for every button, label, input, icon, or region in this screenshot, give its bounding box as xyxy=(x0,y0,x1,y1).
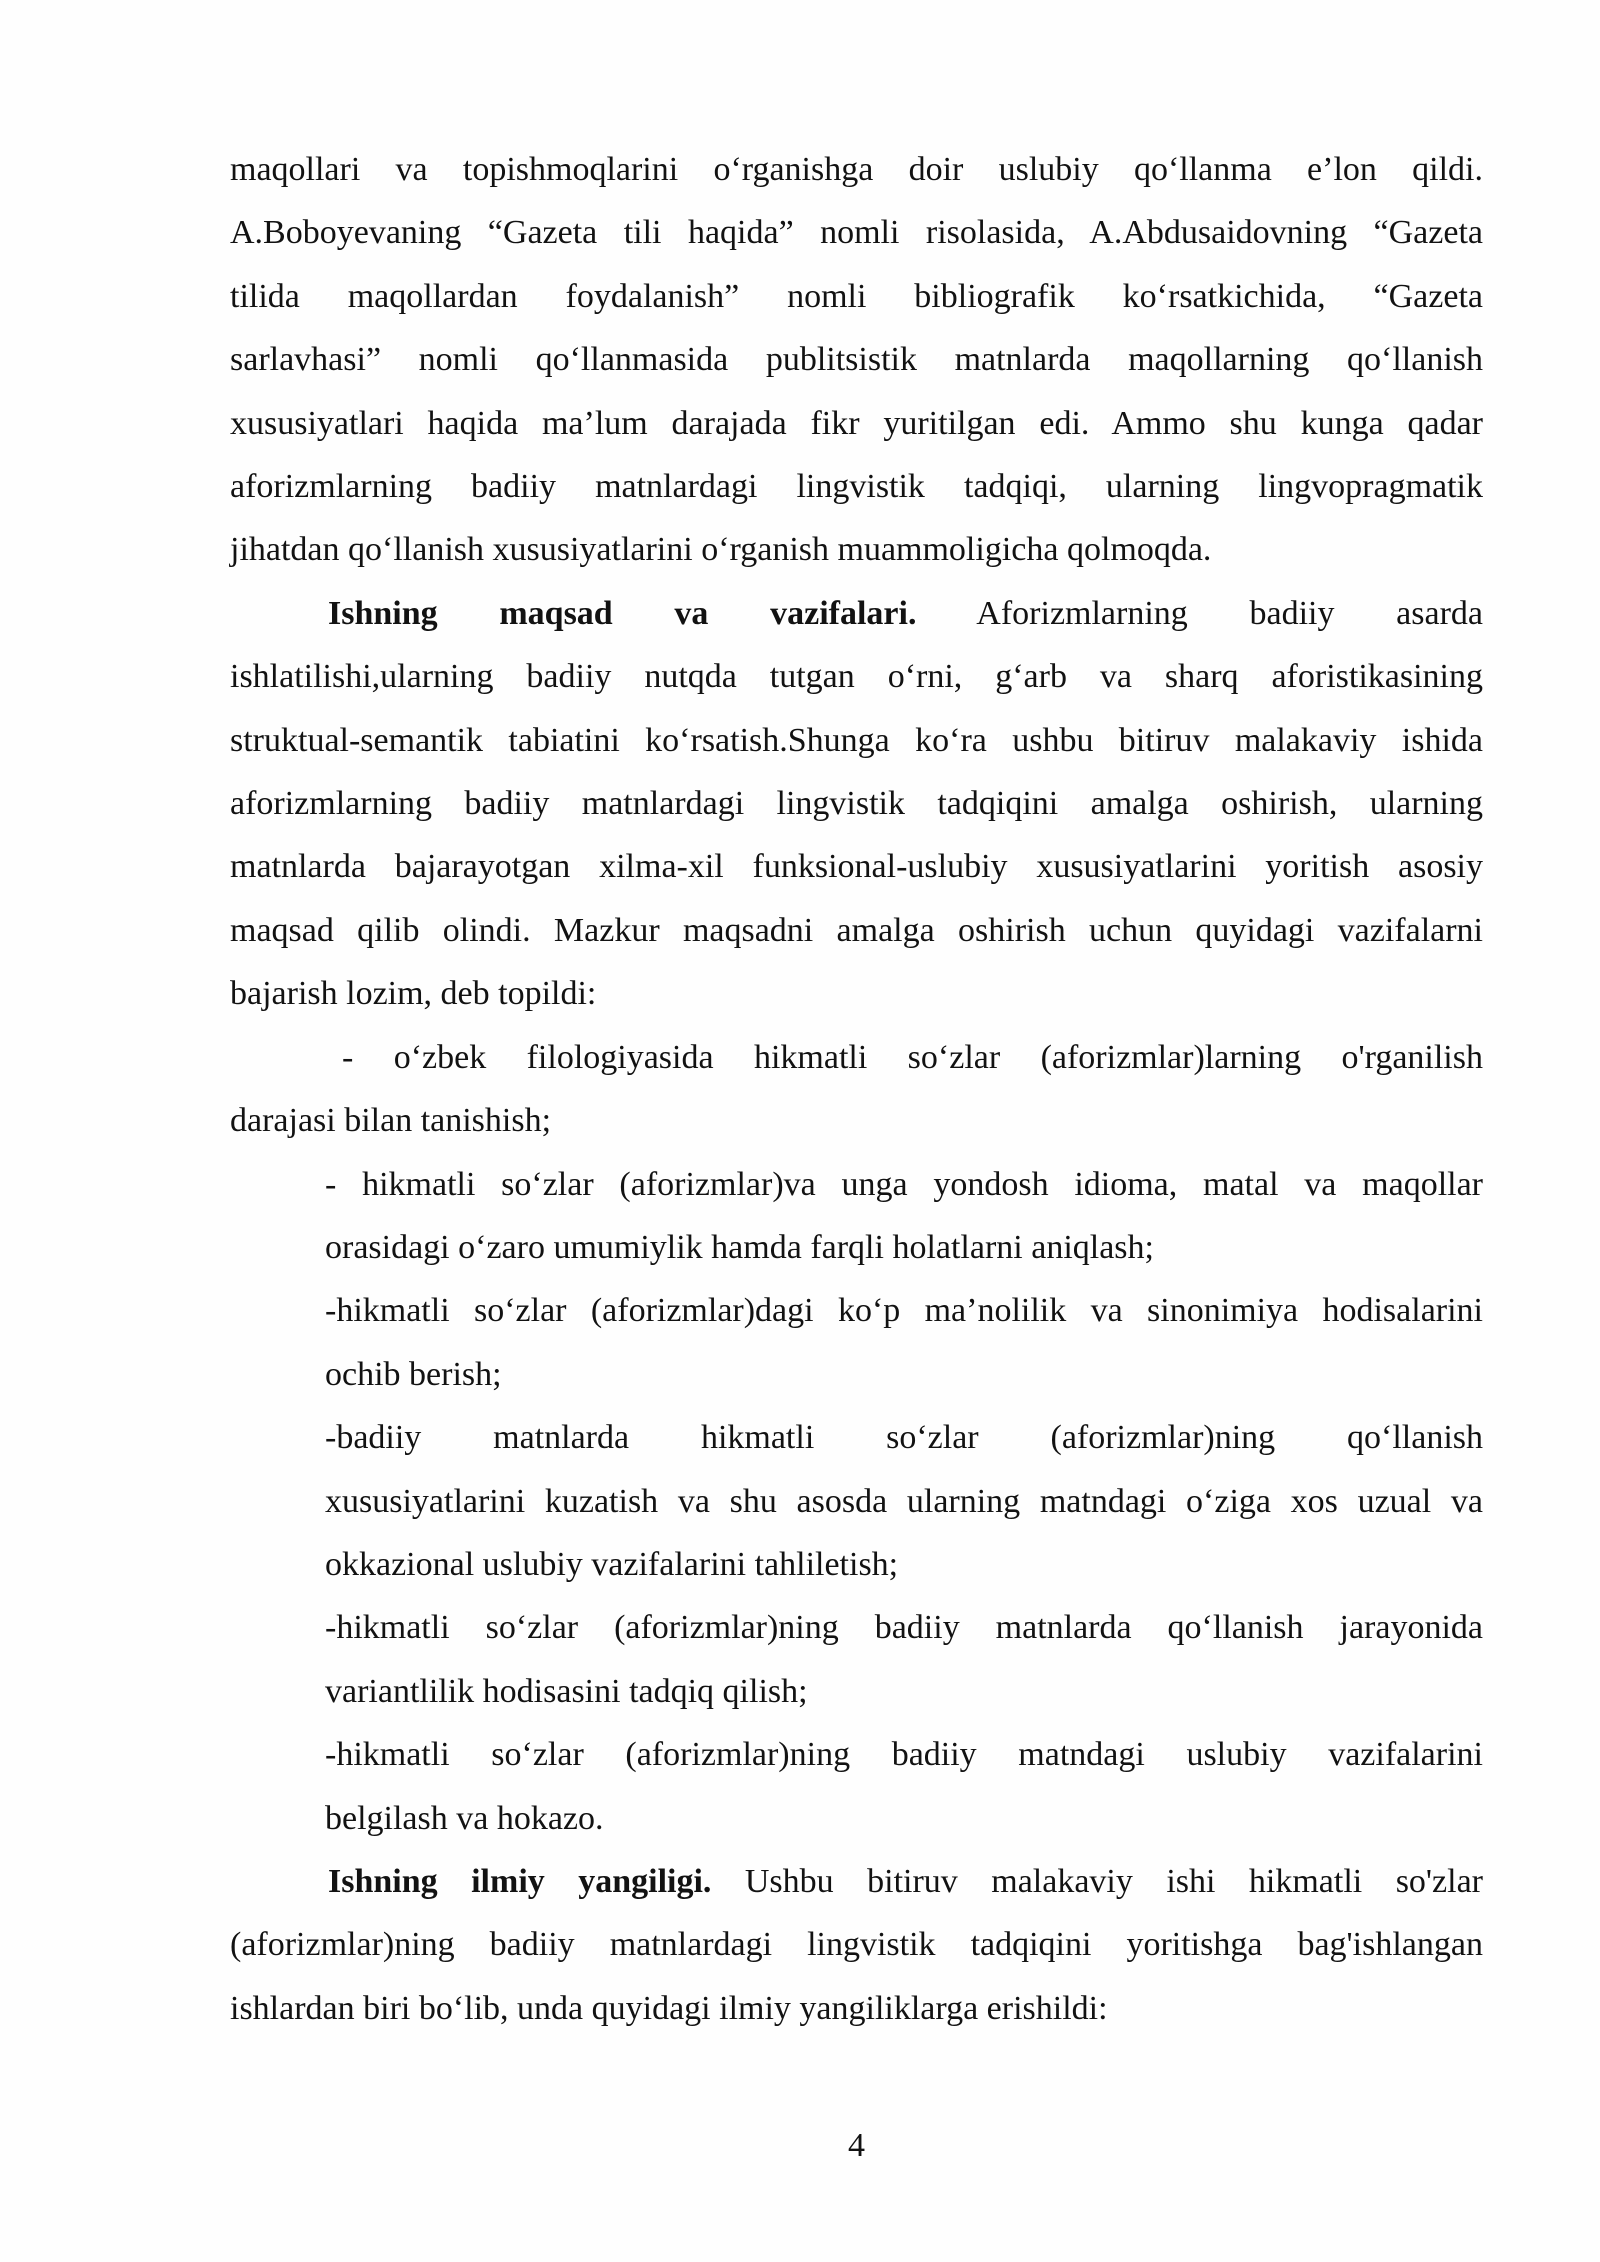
list-item-line: ochib berish; xyxy=(325,1355,502,1393)
list-item-line: -hikmatli so‘zlar (aforizmlar)ning badiiy matndagi uslubiy vazifalarini xyxy=(325,1736,1483,1774)
text-line: sarlavhasi” nomli qo‘llanmasida publitsistik matnlarda maqollarning qo‘llanish xyxy=(230,341,1483,379)
list-item-line: -hikmatli so‘zlar (aforizmlar)ning badiiy matnlarda qo‘llanish jarayonida xyxy=(325,1609,1483,1647)
list-item-line: okkazional uslubiy vazifalarini tahliletish; xyxy=(325,1545,899,1583)
list-item-line: -badiiy matnlarda hikmatli so‘zlar (aforizmlar)ning qo‘llanish xyxy=(325,1419,1483,1457)
text-line: ishlardan biri bo‘lib, unda quyidagi ilmiy yangiliklarga erishildi: xyxy=(230,1989,1108,2027)
text-line: (aforizmlar)ning badiiy matnlardagi lingvistik tadqiqini yoritishga bag'ishlangan xyxy=(230,1926,1483,1964)
text-line: bajarish lozim, deb topildi: xyxy=(230,975,597,1013)
list-item-line: orasidagi o‘zaro umumiylik hamda farqli holatlarni aniqlash; xyxy=(325,1228,1154,1266)
page-content xyxy=(230,138,1483,2040)
section-heading: Ishning maqsad va vazifalari. xyxy=(328,594,917,632)
list-item-line: - o‘zbek filologiyasida hikmatli so‘zlar (aforizmlar)larning o'rganilish xyxy=(342,1038,1483,1076)
line-text: Aforizmlarning badiiy asarda xyxy=(916,594,1483,632)
text-line xyxy=(230,582,1483,645)
text-line: matnlarda bajarayotgan xilma-xil funksional-uslubiy xususiyatlarini yoritish asosiy xyxy=(230,848,1483,886)
section-heading: Ishning ilmiy yangiligi. xyxy=(328,1862,712,1900)
page-number: 4 xyxy=(848,2127,865,2164)
list-item-line: - hikmatli so‘zlar (aforizmlar)va unga yondosh idioma, matal va maqollar xyxy=(325,1165,1483,1203)
text-line xyxy=(230,1850,1483,1913)
text-line: jihatdan qo‘llanish xususiyatlarini o‘rganish muammoligicha qolmoqda. xyxy=(230,531,1212,569)
text-line: struktual-semantik tabiatini ko‘rsatish.Shunga ko‘ra ushbu bitiruv malakaviy ishida xyxy=(230,721,1483,759)
text-line: aforizmlarning badiiy matnlardagi lingvistik tadqiqi, ularning lingvopragmatik xyxy=(230,468,1483,506)
list-item-line: variantlilik hodisasini tadqiq qilish; xyxy=(325,1672,808,1710)
text-line: ishlatilishi,ularning badiiy nutqda tutgan o‘rni, g‘arb va sharq aforistikasining xyxy=(230,658,1483,696)
text-line: A.Boboyevaning “Gazeta tili haqida” nomli risolasida, A.Abdusaidovning “Gazeta xyxy=(230,214,1483,252)
list-item-line: -hikmatli so‘zlar (aforizmlar)dagi ko‘p ma’nolilik va sinonimiya hodisalarini xyxy=(325,1292,1483,1330)
text-line: xususiyatlari haqida ma’lum darajada fikr yuritilgan edi. Ammo shu kunga qadar xyxy=(230,404,1483,442)
list-item-line: darajasi bilan tanishish; xyxy=(230,1102,552,1140)
list-item-line: xususiyatlarini kuzatish va shu asosda ularning matndagi o‘ziga xos uzual va xyxy=(325,1482,1483,1520)
line-text: Ushbu bitiruv malakaviy ishi hikmatli so'zlar xyxy=(711,1862,1483,1900)
text-line: maqsad qilib olindi. Mazkur maqsadni amalga oshirish uchun quyidagi vazifalarni xyxy=(230,911,1483,949)
text-line: aforizmlarning badiiy matnlardagi lingvistik tadqiqini amalga oshirish, ularning xyxy=(230,785,1483,823)
text-line: maqollari va topishmoqlarini o‘rganishga doir uslubiy qo‘llanma e’lon qildi. xyxy=(230,151,1483,188)
text-line: tilida maqollardan foydalanish” nomli bibliografik ko‘rsatkichida, “Gazeta xyxy=(230,277,1483,315)
list-item-line: belgilash va hokazo. xyxy=(325,1799,604,1837)
